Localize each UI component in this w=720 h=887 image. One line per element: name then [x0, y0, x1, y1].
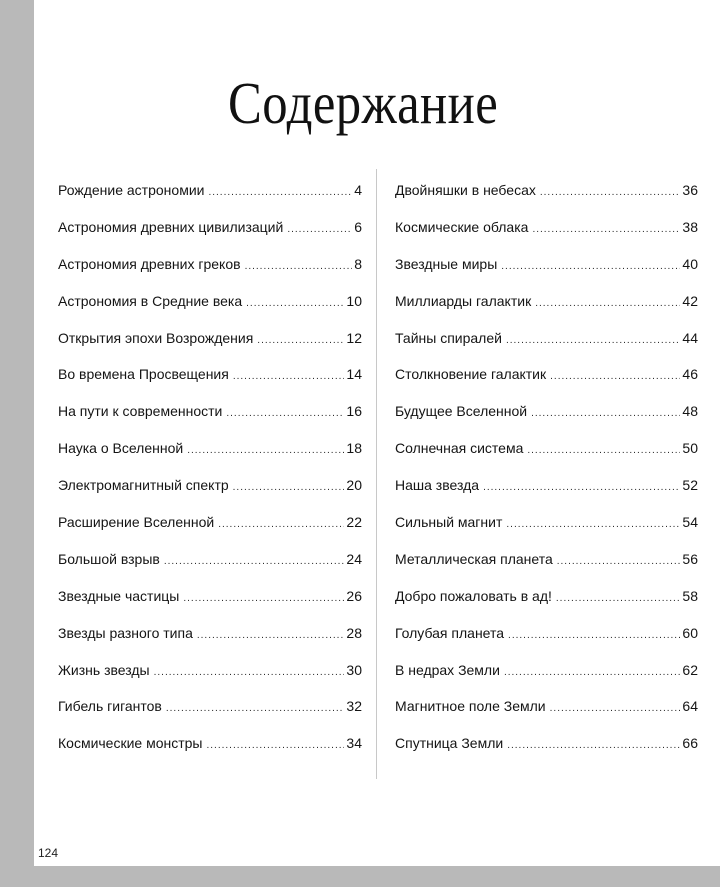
dot-leader: [218, 515, 344, 535]
toc-entry-title: Астрономия древних греков: [58, 255, 241, 272]
dot-leader: [550, 699, 681, 719]
toc-entry-page: 32: [346, 698, 362, 715]
toc-left-column: [58, 180, 362, 770]
toc-entry-page: 22: [346, 514, 362, 531]
toc-entry-page: 66: [682, 735, 698, 752]
toc-entry-page: 26: [346, 587, 362, 604]
toc-entry: [395, 401, 698, 438]
dot-leader: [187, 441, 344, 461]
toc-entry-page: 36: [682, 182, 698, 198]
toc-entry-page: 16: [346, 403, 362, 420]
toc-entry-page: 64: [682, 698, 698, 715]
toc-entry-title: На пути к современности: [58, 403, 223, 420]
toc-right-column: [395, 180, 698, 770]
toc-entry-title: Наука о Вселенной: [58, 440, 184, 457]
dot-leader: [257, 331, 344, 351]
dot-leader: [508, 626, 680, 646]
dot-leader: [154, 663, 345, 683]
toc-entry-page: 50: [682, 440, 698, 457]
toc-entry-title: Тайны спиралей: [395, 329, 502, 346]
toc-entry-title: Электромагнитный спектр: [58, 477, 229, 494]
toc-entry: [395, 217, 698, 254]
toc-entry-title: Расширение Вселенной: [58, 514, 215, 531]
toc-entry-title: Солнечная система: [395, 440, 524, 457]
toc-entry: [395, 475, 698, 512]
toc-entry-title: Звезды разного типа: [58, 624, 193, 641]
dot-leader: [183, 589, 344, 609]
dot-leader: [197, 626, 345, 646]
toc-entry-page: 52: [682, 477, 698, 494]
dot-leader: [287, 220, 352, 240]
dot-leader: [246, 294, 344, 314]
toc-entry-page: 44: [682, 329, 698, 346]
toc-entry-page: 56: [682, 550, 698, 567]
toc-entry: [58, 291, 362, 328]
toc-entry-page: 30: [346, 661, 362, 678]
toc-entry-page: 34: [346, 735, 362, 752]
toc-entry: [58, 475, 362, 512]
toc-entry: [395, 512, 698, 549]
toc-entry-page: 28: [346, 624, 362, 641]
toc-entry: [395, 549, 698, 586]
toc-entry: [58, 180, 362, 217]
toc-entry-title: Космические облака: [395, 218, 529, 235]
dot-leader: [483, 478, 680, 498]
toc-entry: [58, 660, 362, 697]
toc-entry-title: Спутница Земли: [395, 735, 504, 752]
dot-leader: [504, 663, 680, 683]
toc-entry-page: 60: [682, 624, 698, 641]
toc-entry-page: 20: [346, 477, 362, 494]
toc-entry-title: Миллиарды галактик: [395, 292, 532, 309]
toc-entry: [395, 696, 698, 733]
toc-entry: [395, 180, 698, 217]
toc-entry: [395, 328, 698, 365]
toc-entry-title: В недрах Земли: [395, 661, 500, 678]
toc-entry-page: 6: [354, 218, 362, 235]
toc-entry-title: Жизнь звезды: [58, 661, 150, 678]
dot-leader: [207, 736, 345, 756]
dot-leader: [535, 294, 680, 314]
toc-entry-page: 8: [354, 255, 362, 272]
dot-leader: [166, 699, 345, 719]
toc-entry-title: Металлическая планета: [395, 550, 553, 567]
toc-entry: [58, 549, 362, 586]
toc-entry-page: 4: [354, 182, 362, 198]
toc-entry-page: 42: [682, 292, 698, 309]
toc-entry-title: Двойняшки в небесах: [395, 182, 536, 198]
dot-leader: [556, 589, 681, 609]
dot-leader: [506, 515, 680, 535]
dot-leader: [506, 331, 680, 351]
toc-entry: [395, 586, 698, 623]
toc-entry: [395, 438, 698, 475]
toc-entry-page: 62: [682, 661, 698, 678]
dot-leader: [233, 367, 345, 387]
toc-entry-page: 40: [682, 255, 698, 272]
toc-entry: [58, 254, 362, 291]
toc-entry-page: 14: [346, 366, 362, 383]
dot-leader: [527, 441, 680, 461]
toc-entry-page: 24: [346, 550, 362, 567]
toc-entry-title: Добро пожаловать в ад!: [395, 587, 552, 604]
toc-entry-page: 54: [682, 514, 698, 531]
dot-leader: [245, 257, 353, 277]
toc-entry: [395, 733, 698, 770]
toc-entry: [58, 696, 362, 733]
dot-leader: [507, 736, 680, 756]
toc-entry: [395, 364, 698, 401]
toc-entry: [58, 364, 362, 401]
toc-entry-title: Столкновение галактик: [395, 366, 547, 383]
toc-entry-title: Космические монстры: [58, 735, 203, 752]
toc-entry-title: Гибель гигантов: [58, 698, 162, 715]
toc-entry: [395, 623, 698, 660]
toc-entry-title: Звездные миры: [395, 255, 498, 272]
toc-entry: [58, 401, 362, 438]
toc-entry-title: Астрономия в Средние века: [58, 292, 243, 309]
toc-entry: [58, 217, 362, 254]
toc-entry-page: 18: [346, 440, 362, 457]
dot-leader: [532, 220, 680, 240]
toc-entry-title: Магнитное поле Земли: [395, 698, 546, 715]
toc-entry-title: Астрономия древних цивилизаций: [58, 218, 284, 235]
toc-entry-title: Голубая планета: [395, 624, 505, 641]
toc-entry-title: Рождение астрономии: [58, 182, 205, 198]
toc-entry-page: 46: [682, 366, 698, 383]
page-number: 124: [38, 846, 59, 860]
toc-entry: [58, 438, 362, 475]
page-title: Содержание: [227, 69, 499, 136]
toc-entry: [395, 291, 698, 328]
dot-leader: [226, 404, 344, 424]
column-divider: [376, 169, 377, 779]
toc-entry: [395, 660, 698, 697]
dot-leader: [557, 552, 681, 572]
toc-entry-title: Открытия эпохи Возрождения: [58, 329, 254, 346]
toc-entry-title: Сильный магнит: [395, 514, 503, 531]
toc-entry-page: 58: [682, 587, 698, 604]
toc-entry-title: Наша звезда: [395, 477, 480, 494]
toc-entry: [58, 733, 362, 770]
toc-entry: [58, 328, 362, 365]
toc-entry-page: 38: [682, 218, 698, 235]
toc-entry-title: Большой взрыв: [58, 550, 160, 567]
toc-entry-page: 48: [682, 403, 698, 420]
toc-entry-title: Звездные частицы: [58, 587, 180, 604]
toc-entry-title: Во времена Просвещения: [58, 366, 229, 383]
toc-entry-page: 12: [346, 329, 362, 346]
toc-entry-title: Будущее Вселенной: [395, 403, 528, 420]
dot-leader: [164, 552, 345, 572]
dot-leader: [531, 404, 680, 424]
dot-leader: [550, 367, 680, 387]
toc-entry: [395, 254, 698, 291]
toc-entry: [58, 586, 362, 623]
dot-leader: [501, 257, 680, 277]
toc-entry-page: 10: [346, 292, 362, 309]
dot-leader: [233, 478, 345, 498]
dot-leader: [208, 183, 352, 203]
toc-entry: [58, 623, 362, 660]
dot-leader: [540, 183, 681, 203]
toc-entry: [58, 512, 362, 549]
